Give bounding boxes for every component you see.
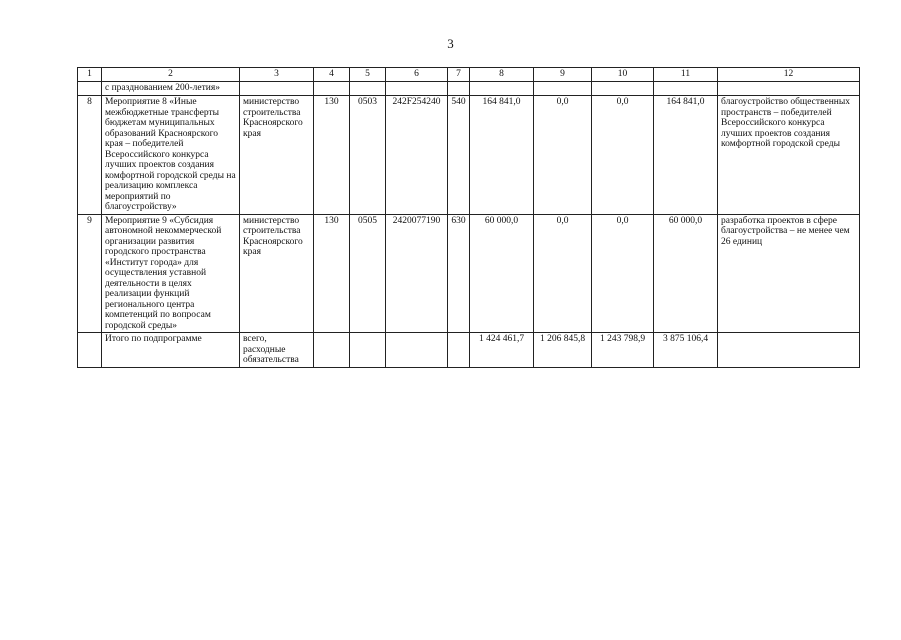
- code-cell: 130: [314, 214, 350, 333]
- code-cell: 540: [448, 96, 470, 215]
- amount-cell: 0,0: [592, 96, 654, 215]
- responsible-body: министерство строительства Красноярского края: [240, 96, 314, 215]
- amount-cell: 0,0: [534, 96, 592, 215]
- column-header: 1: [78, 68, 102, 82]
- column-header: 2: [102, 68, 240, 82]
- table-row: [78, 96, 860, 215]
- code-cell: 2420077190: [386, 214, 448, 333]
- column-header: 5: [350, 68, 386, 82]
- continuation-text: с празднованием 200-летия»: [102, 82, 240, 96]
- expected-result: благоустройство общественных пространств – победителей Всероссийского конкурса лучших проектов создания комфортной городской среды: [718, 96, 860, 215]
- measure-name: Мероприятие 9 «Субсидия автономной некоммерческой организации развития городского пространства «Институт города» для осуществления уставной деятельности в целях реализации функций регионального центра компетенций по вопросам городской среды»: [102, 214, 240, 333]
- row-number: 9: [78, 214, 102, 333]
- code-cell: 630: [448, 214, 470, 333]
- amount-cell: 164 841,0: [654, 96, 718, 215]
- code-cell: 242F254240: [386, 96, 448, 215]
- measure-name: Мероприятие 8 «Иные межбюджетные трансферты бюджетам муниципальных образований Красноярского края – победителей Всероссийского конкурса лучших проектов создания комфортной городской среды на реализацию комплекса мероприятий по благоустройству»: [102, 96, 240, 215]
- amount-cell: 0,0: [534, 214, 592, 333]
- page-number: 3: [447, 36, 454, 51]
- responsible-body: министерство строительства Красноярского края: [240, 214, 314, 333]
- column-header: 11: [654, 68, 718, 82]
- amount-cell: 164 841,0: [470, 96, 534, 215]
- code-cell: 130: [314, 96, 350, 215]
- table-row: [78, 214, 860, 333]
- code-cell: 0505: [350, 214, 386, 333]
- amount-cell: 60 000,0: [654, 214, 718, 333]
- total-amount: 1 243 798,9: [592, 333, 654, 368]
- total-label: Итого по подпрограмме: [102, 333, 240, 368]
- column-header: 10: [592, 68, 654, 82]
- program-table: [77, 67, 860, 368]
- amount-cell: 0,0: [592, 214, 654, 333]
- total-amount: 1 424 461,7: [470, 333, 534, 368]
- total-amount: 1 206 845,8: [534, 333, 592, 368]
- header-row: [78, 68, 860, 82]
- column-header: 12: [718, 68, 860, 82]
- column-header: 4: [314, 68, 350, 82]
- expected-result: разработка проектов в сфере благоустройства – не менее чем 26 единиц: [718, 214, 860, 333]
- row-number: 8: [78, 96, 102, 215]
- total-amount: 3 875 106,4: [654, 333, 718, 368]
- column-header: 9: [534, 68, 592, 82]
- code-cell: 0503: [350, 96, 386, 215]
- column-header: 8: [470, 68, 534, 82]
- total-obligations: всего, расходные обязательства: [240, 333, 314, 368]
- column-header: 6: [386, 68, 448, 82]
- column-header: 7: [448, 68, 470, 82]
- total-row: [78, 333, 860, 368]
- amount-cell: 60 000,0: [470, 214, 534, 333]
- column-header: 3: [240, 68, 314, 82]
- continuation-row: [78, 82, 860, 96]
